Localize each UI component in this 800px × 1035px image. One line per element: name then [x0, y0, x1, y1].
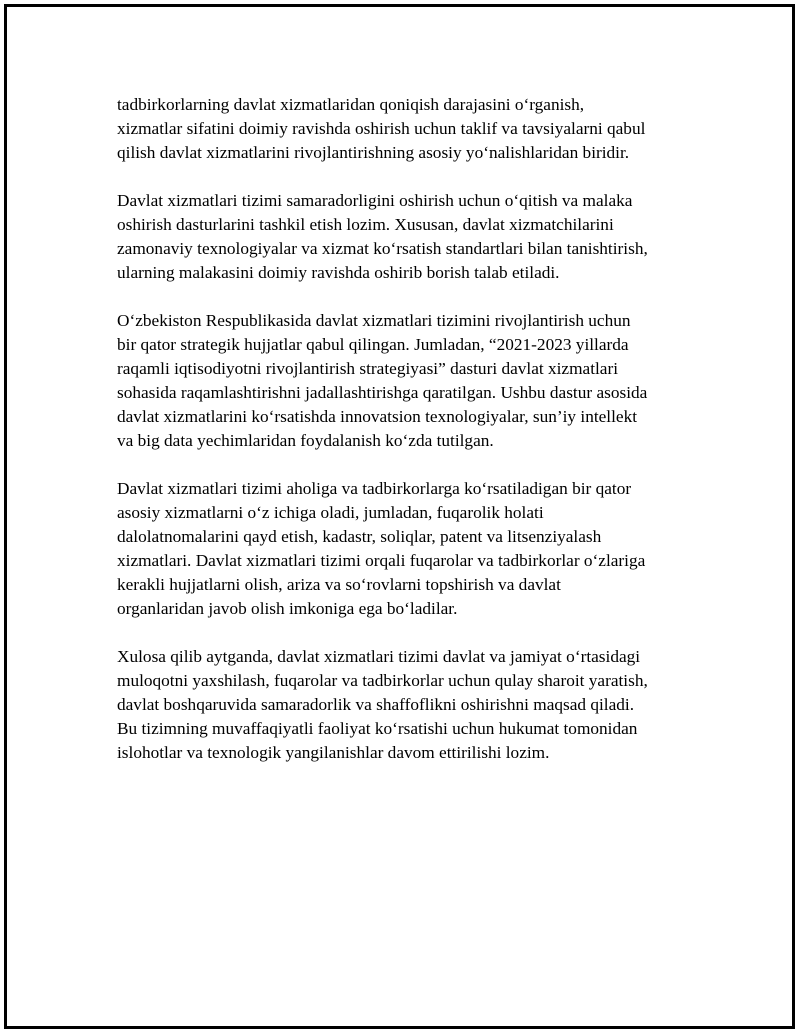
paragraph-2: Davlat xizmatlari tizimi samaradorligini oshirish uchun o‘qitish va malaka oshirish dasturlarini tashkil etish lozim. Xususan, davlat xizmatchilarini zamonaviy texnologiyalar va xizmat ko‘rsatish standartlari bilan tanishtirish, ularning malakasini doimiy ravishda oshirib borish talab etiladi. [117, 191, 648, 282]
paragraph-4: Davlat xizmatlari tizimi aholiga va tadbirkorlarga ko‘rsatiladigan bir qator asosiy xizmatlarni o‘z ichiga oladi, jumladan, fuqarolik holati dalolatnomalarini qayd etish, kadastr, soliqlar, patent va litsenziyalash xizmatlari. Davlat xizmatlari tizimi orqali fuqarolar va tadbirkorlar o‘zlariga kerakli hujjatlarni olish, ariza va so‘rovlarni topshirish va davlat organlaridan javob olish imkoniga ega bo‘ladilar. [117, 479, 646, 618]
document-body [117, 93, 707, 789]
paragraph-3: O‘zbekiston Respublikasida davlat xizmatlari tizimini rivojlantirish uchun bir qator strategik hujjatlar qabul qilingan. Jumladan, “2021-2023 yillarda raqamli iqtisodiyotni rivojlantirish strategiyasi” dasturi davlat xizmatlari sohasida raqamlashtirishni jadallashtirishga qaratilgan. Ushbu dastur asosida davlat xizmatlarini ko‘rsatishda innovatsion texnologiyalar, sun’iy intellekt va big data yechimlaridan foydalanish ko‘zda tutilgan. [117, 311, 648, 450]
paragraph-1: tadbirkorlarning davlat xizmatlaridan qoniqish darajasini o‘rganish, xizmatlar sifatini doimiy ravishda oshirish uchun taklif va tavsiyalarni qabul qilish davlat xizmatlarini rivojlantirishning asosiy yo‘nalishlaridan biridir. [117, 95, 646, 162]
paragraph-5: Xulosa qilib aytganda, davlat xizmatlari tizimi davlat va jamiyat o‘rtasidagi muloqotni yaxshilash, fuqarolar va tadbirkorlar uchun qulay sharoit yaratish, davlat boshqaruvida samaradorlik va shaffoflikni oshirishni maqsad qiladi. Bu tizimning muvaffaqiyatli faoliyat ko‘rsatishi uchun hukumat tomonidan islohotlar va texnologik yangilanishlar davom ettirilishi lozim. [117, 647, 648, 762]
